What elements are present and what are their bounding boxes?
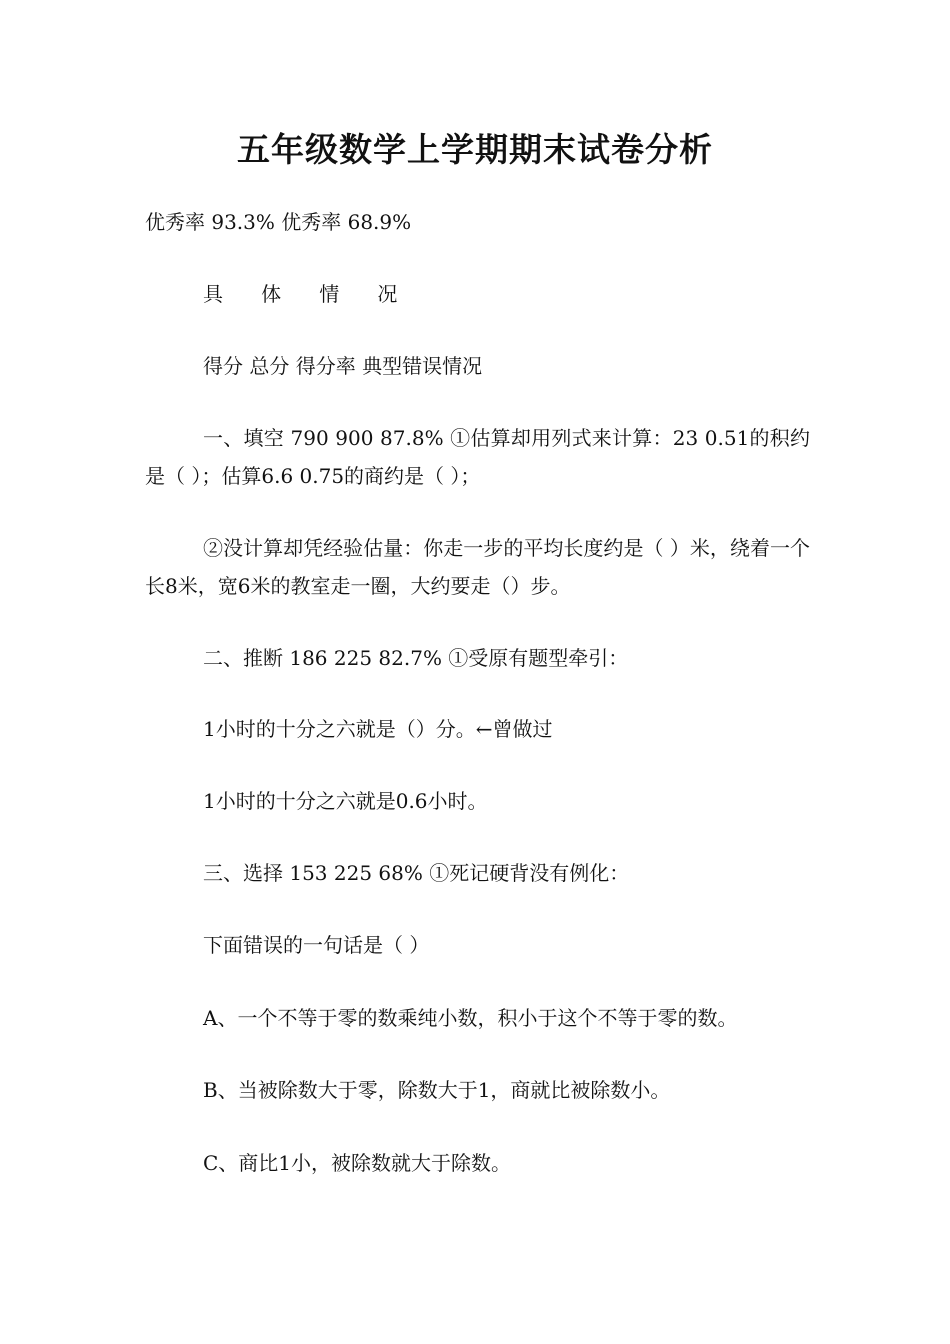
item-1-estimate-paragraph: ②没计算却凭经验估量：你走一步的平均长度约是（ ）米，绕着一个长8米，宽6米的教室走一圈，大约要走（）步。: [145, 536, 810, 598]
item-2-example-line: 1小时的十分之六就是（）分。←曾做过: [203, 717, 553, 741]
option-b-line: B、当被除数大于零，除数大于1，商就比被除数小。: [203, 1078, 671, 1102]
option-a-line: A、一个不等于零的数乘纯小数，积小于这个不等于零的数。: [203, 1006, 738, 1030]
option-c-line: C、商比1小，被除数就大于除数。: [203, 1151, 512, 1175]
document-title: 五年级数学上学期期末试卷分析: [237, 130, 713, 169]
table-header-line: 得分 总分 得分率 典型错误情况: [203, 354, 483, 378]
item-2-judge-line: 二、推断 186 225 82.7% ①受原有题型牵引：: [203, 646, 629, 670]
section-heading: 具 体 情 况: [203, 282, 398, 306]
rates-line: 优秀率 93.3% 优秀率 68.9%: [145, 210, 412, 234]
item-3-choice-line: 三、选择 153 225 68% ①死记硬背没有例化：: [203, 861, 630, 885]
item-3-question-line: 下面错误的一句话是（ ）: [203, 933, 430, 957]
item-1-fill-in-paragraph: 一、填空 790 900 87.8% ①估算却用列式来计算：23 0.51的积约是（ ）；估算6.6 0.75的商约是（ ）；: [145, 426, 810, 488]
item-2-example-line-2: 1小时的十分之六就是0.6小时。: [203, 789, 488, 813]
